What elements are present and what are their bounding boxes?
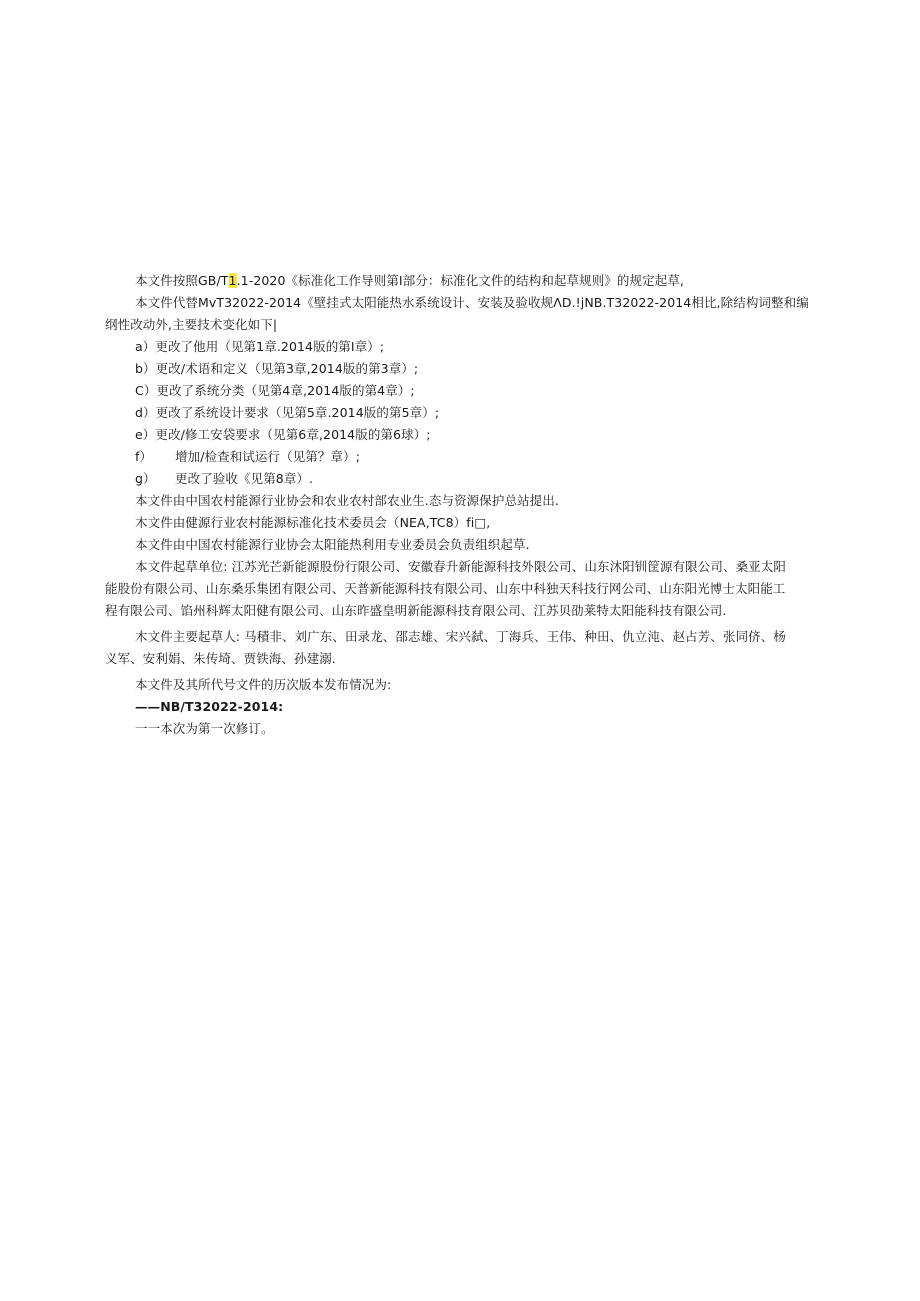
- highlighted-text: 1: [228, 273, 237, 288]
- list-item: C）更改了系统分类（见第4章,2014版的第4章）;: [135, 383, 415, 398]
- list-marker: f）: [135, 449, 153, 464]
- history-item-current: 一一本次为第一次修订。: [135, 721, 274, 736]
- foreword-paragraph-basis: 本文件按照GB/T1.1-2020《标准化工作导则第Ⅰ部分：标准化文件的结构和起草规则》的规定起草,: [135, 273, 684, 288]
- list-item: b）更改/术语和定义（见第3章,2014版的第3章）;: [135, 361, 419, 376]
- foreword-body: [105, 270, 860, 740]
- foreword-paragraph-drafting-units: [105, 556, 860, 622]
- drafting-units-line-3: 程有限公司、馅州科辉太阳健有限公司、山东昨盛皇明新能源科技育限公司、江苏贝劭莱特太阳能科技有限公司.: [105, 603, 727, 618]
- foreword-paragraph-proposer: 本文件由中国农村能源行业协会和农业农村部农业生.态与资源保护总站提出.: [135, 493, 559, 508]
- drafters-line-1: 木文件主要起草人: 马積非、刘广东、田录龙、邵志雄、宋兴弑、丁海兵、王伟、种田、仇立沌、赵占芳、张同侪、杨: [135, 629, 786, 644]
- foreword-paragraph-organizer: 本文件由中国农村能源行业协会太阳能热利用专业委员会负责组织起草.: [135, 537, 530, 552]
- drafters-line-2: 义军、安利娟、朱传埼、贾铁海、孙建溺.: [105, 651, 336, 666]
- foreword-paragraph-history: 本文件及其所代号文件的历次版本发布情况为:: [135, 677, 392, 692]
- list-item: a）更改了他用（见第1章.2014版的第Ⅰ章）;: [135, 339, 385, 354]
- list-item: d）更改了系统设计要求（见第5章.2014版的第5章）;: [135, 405, 440, 420]
- list-item: [135, 446, 860, 468]
- list-text: 增加/检查和试运行（见第？章）;: [175, 449, 361, 464]
- drafting-units-line-2: 能股份有限公司、山东桑乐集团有限公司、天普新能源科技有限公司、山东中科独天科技行网公司、山东阳光博士太阳能工: [105, 581, 786, 596]
- list-item: e）更改/修工安袋要求（见第6章,2014版的第6球）;: [135, 427, 431, 442]
- list-text: 更改了验收《见第8章）.: [175, 471, 314, 486]
- list-marker: g）: [135, 471, 156, 486]
- replacement-line-2: 纲性改动外,主要技术变化如下|: [105, 317, 278, 332]
- list-item: [135, 468, 860, 490]
- changes-list: [135, 336, 860, 490]
- drafting-units-line-1: 本文件起草单位: 江苏光芒新能源股份行限公司、安徽春升新能源科技外限公司、山东沐阳钏筐源有限公司、桑亚太阳: [135, 559, 786, 574]
- history-item-previous: ——NB/T32022-2014:: [135, 699, 284, 714]
- foreword-paragraph-drafters: [105, 626, 860, 670]
- foreword-paragraph-replacement: [105, 292, 860, 336]
- foreword-paragraph-committee: 木文件由健源行业农村能源标准化技术委员会（NEA,TC8）fi□,: [135, 515, 491, 530]
- replacement-line-1: 本文件代替MvT32022-2014《壁挂式太阳能热水系统设计、安装及验收规ΛD.!jNB.T32022-2014相比,除结构词整和编: [135, 295, 809, 310]
